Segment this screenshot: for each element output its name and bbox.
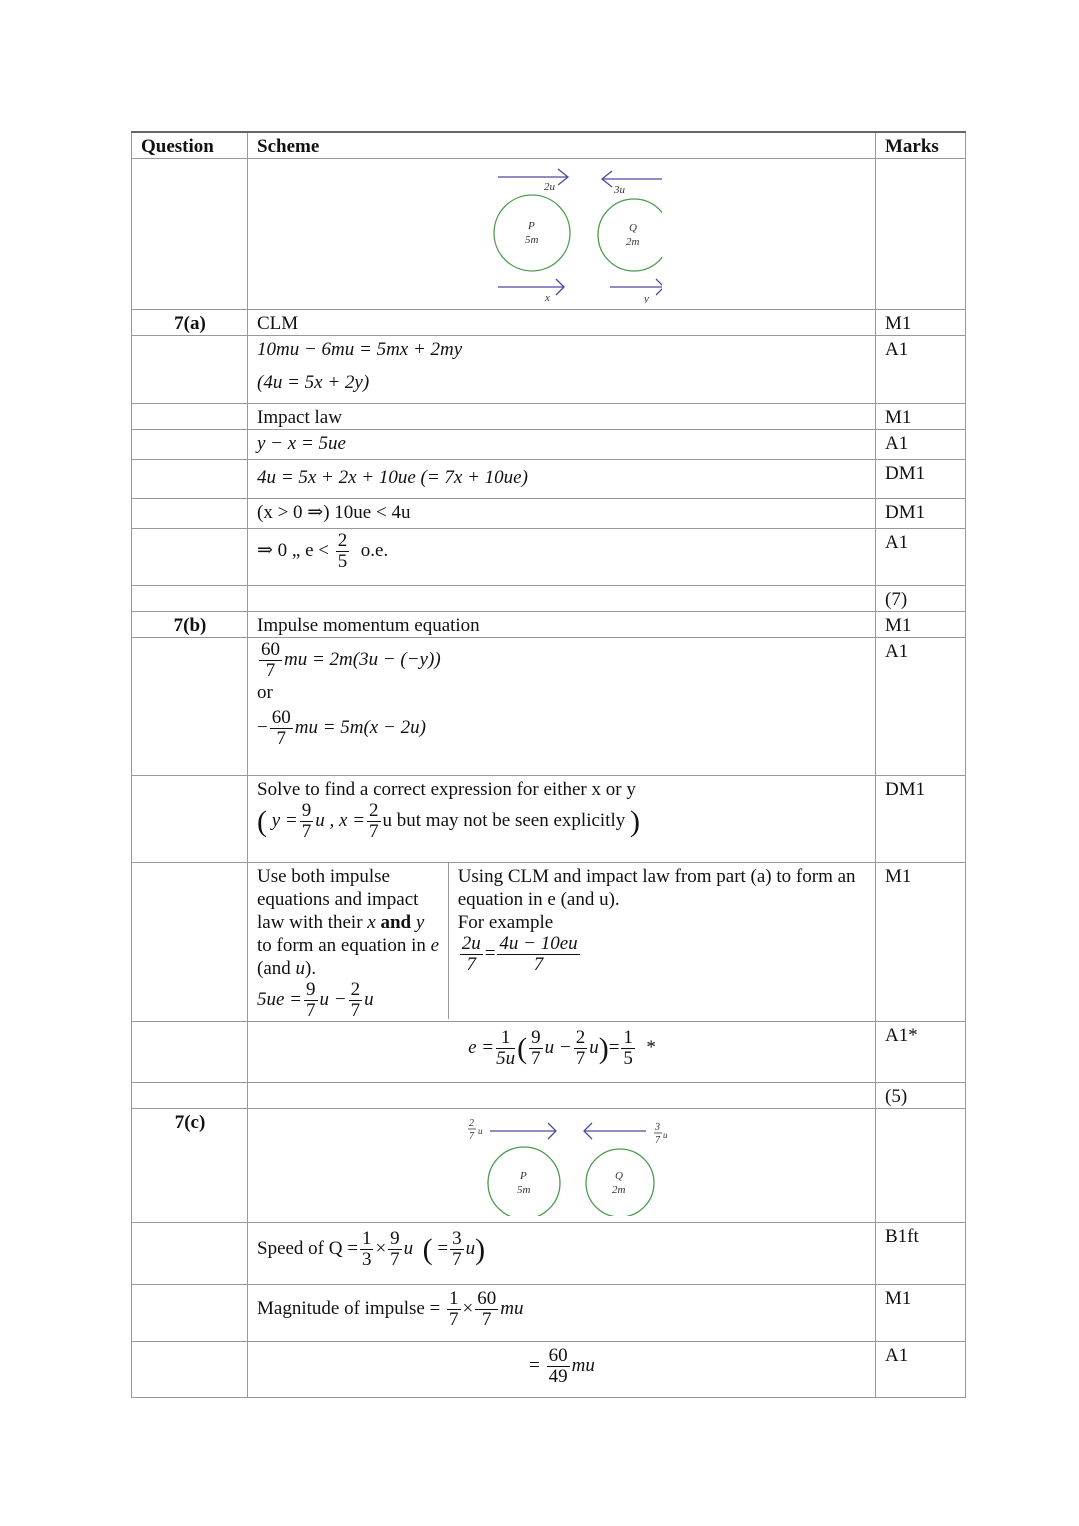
mark: M1 — [876, 310, 966, 336]
svg-text:2m: 2m — [626, 236, 640, 248]
question-label: 7(c) — [132, 1109, 248, 1223]
mark: A1 — [876, 529, 966, 586]
svg-text:2: 2 — [469, 1118, 474, 1129]
svg-text:y: y — [644, 293, 649, 303]
mark-scheme-table — [131, 131, 966, 1398]
svg-text:P: P — [520, 1170, 527, 1182]
scheme-equation: (x > 0 ⇒) 10ue < 4u — [248, 499, 876, 529]
svg-text:5m: 5m — [525, 234, 539, 246]
svg-text:3u: 3u — [614, 184, 625, 196]
scheme-equation: Magnitude of impulse = $\frac{1}{7}$ × $\frac{60}{7}$ mu — [248, 1285, 876, 1342]
svg-text:7: 7 — [469, 1131, 474, 1142]
scheme-equation: = $\frac{60}{49}$ mu — [248, 1342, 876, 1398]
mark-total: (7) — [876, 586, 966, 612]
method-1: Use both impulse equations and impact law with their x and y to form an equation in e (and u). 5ue = $\frac{9}{7}$ u − $\frac{2}{7}$ u — [248, 863, 449, 1019]
scheme-equation: ⇒ 0 „ e < $\frac{2}{5}$ o.e. — [248, 529, 876, 586]
scheme-text: Impact law — [248, 404, 876, 430]
col-scheme: Scheme — [248, 132, 876, 159]
mark: A1 — [876, 638, 966, 776]
diagram-collision-before-after — [248, 159, 876, 310]
mark: DM1 — [876, 460, 966, 499]
scheme-equation: e = $\frac{1}{5u}$ ( $\frac{9}{7}$ u − $\frac{2}{7}$ u)= $\frac{1}{5}$ * — [248, 1022, 876, 1083]
svg-text:5m: 5m — [517, 1184, 531, 1196]
mark: A1 — [876, 1342, 966, 1398]
svg-text:u: u — [663, 1130, 668, 1140]
mark: M1 — [876, 612, 966, 638]
svg-text:Q: Q — [615, 1170, 623, 1182]
mark: M1 — [876, 404, 966, 430]
mark: A1 — [876, 336, 966, 404]
mark: M1 — [876, 863, 966, 1022]
svg-text:3: 3 — [655, 1122, 660, 1133]
question-label: 7(a) — [132, 310, 248, 336]
scheme-text: CLM — [248, 310, 876, 336]
svg-text:u: u — [478, 1126, 483, 1136]
svg-text:Q: Q — [629, 222, 637, 234]
scheme-equation: y − x = 5ue — [248, 430, 876, 460]
method-2: Using CLM and impact law from part (a) to form an equation in e (and u). For example $\frac{2u}{7}$ = $\frac{4u - 10eu}{7}$ — [457, 866, 856, 975]
mark: A1 — [876, 430, 966, 460]
scheme-equation: 10mu − 6mu = 5mx + 2my (4u = 5x + 2y) — [248, 336, 876, 404]
diagram-collision-7c — [248, 1109, 876, 1223]
mark-total: (5) — [876, 1083, 966, 1109]
mark: A1* — [876, 1022, 966, 1083]
question-label: 7(b) — [132, 612, 248, 638]
svg-text:2u: 2u — [544, 181, 555, 193]
svg-text:P: P — [528, 220, 535, 232]
mark: DM1 — [876, 776, 966, 863]
svg-text:x: x — [545, 292, 550, 303]
scheme-text: Impulse momentum equation — [248, 612, 876, 638]
svg-text:7: 7 — [655, 1135, 660, 1146]
mark: B1ft — [876, 1223, 966, 1285]
mark: DM1 — [876, 499, 966, 529]
scheme-equation: $\frac{60}{7}$ mu = 2m(3u − (−y)) or − $\frac{60}{7}$ mu = 5m(x − 2u) — [248, 638, 876, 776]
col-marks: Marks — [876, 132, 966, 159]
mark: M1 — [876, 1285, 966, 1342]
scheme-equation: 4u = 5x + 2x + 10ue (= 7x + 10ue) — [248, 460, 876, 499]
scheme-text: Solve to find a correct expression for either x or y ( y = $\frac{9}{7}$ u , x = $\frac{2}{7}$ u but may not be seen explicitly ) — [248, 776, 876, 863]
scheme-equation: Speed of Q = $\frac{1}{3}$ × $\frac{9}{7}$ u ( = $\frac{3}{7}$ u) — [248, 1223, 876, 1285]
svg-text:2m: 2m — [612, 1184, 626, 1196]
col-question: Question — [132, 132, 248, 159]
